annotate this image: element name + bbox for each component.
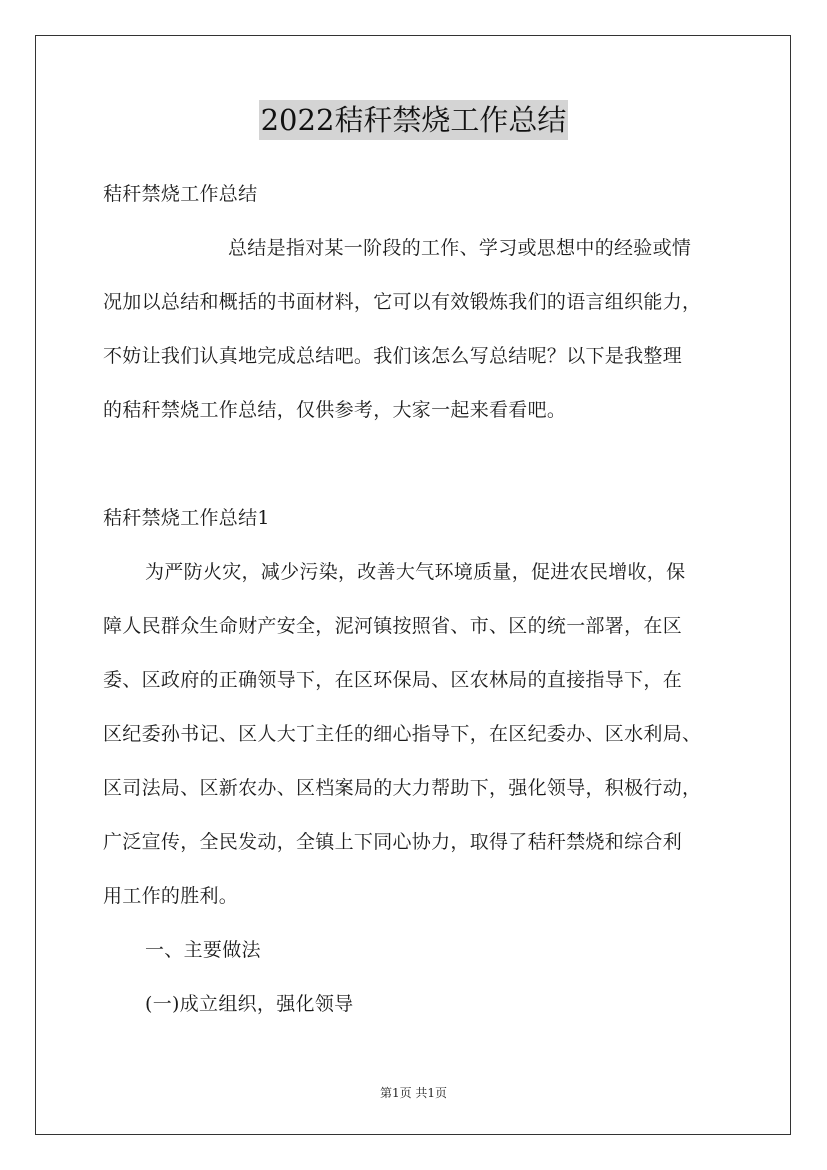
section1-line-2: 障人民群众生命财产安全，泥河镇按照省、市、区的统一部署，在区 bbox=[103, 615, 683, 637]
section1-line-6: 广泛宣传，全民发动，全镇上下同心协力，取得了秸秆禁烧和综合利 bbox=[103, 831, 683, 853]
page-footer: 第1页 共1页 bbox=[379, 1086, 448, 1100]
intro-line-1: 总结是指对某一阶段的工作、学习或思想中的经验或情 bbox=[228, 237, 692, 259]
intro-line-2: 况加以总结和概括的书面材料，它可以有效锻炼我们的语言组织能力， bbox=[103, 291, 702, 313]
section1-line-4: 区纪委孙书记、区人大丁主任的细心指导下，在区纪委办、区水利局、 bbox=[103, 723, 702, 745]
section1-heading: 秸秆禁烧工作总结1 bbox=[103, 507, 270, 529]
intro-heading: 秸秆禁烧工作总结 bbox=[103, 183, 258, 205]
section1-line-1: 为严防火灾，减少污染，改善大气环境质量，促进农民增收，保 bbox=[145, 561, 686, 583]
section1-line-3: 委、区政府的正确领导下，在区环保局、区农林局的直接指导下，在 bbox=[103, 669, 683, 691]
intro-line-3: 不妨让我们认真地完成总结吧。我们该怎么写总结呢？以下是我整理 bbox=[103, 345, 683, 367]
intro-line-4: 的秸秆禁烧工作总结，仅供参考，大家一起来看看吧。 bbox=[103, 399, 567, 421]
section1-line-7: 用工作的胜利。 bbox=[103, 885, 239, 907]
subheading-organization: (一)成立组织，强化领导 bbox=[145, 993, 354, 1015]
section1-line-5: 区司法局、区新农办、区档案局的大力帮助下，强化领导，积极行动， bbox=[103, 777, 702, 799]
document-title: 2022秸秆禁烧工作总结 bbox=[259, 100, 569, 140]
subheading-main-practices: 一、主要做法 bbox=[145, 939, 261, 961]
title-container bbox=[0, 100, 827, 140]
